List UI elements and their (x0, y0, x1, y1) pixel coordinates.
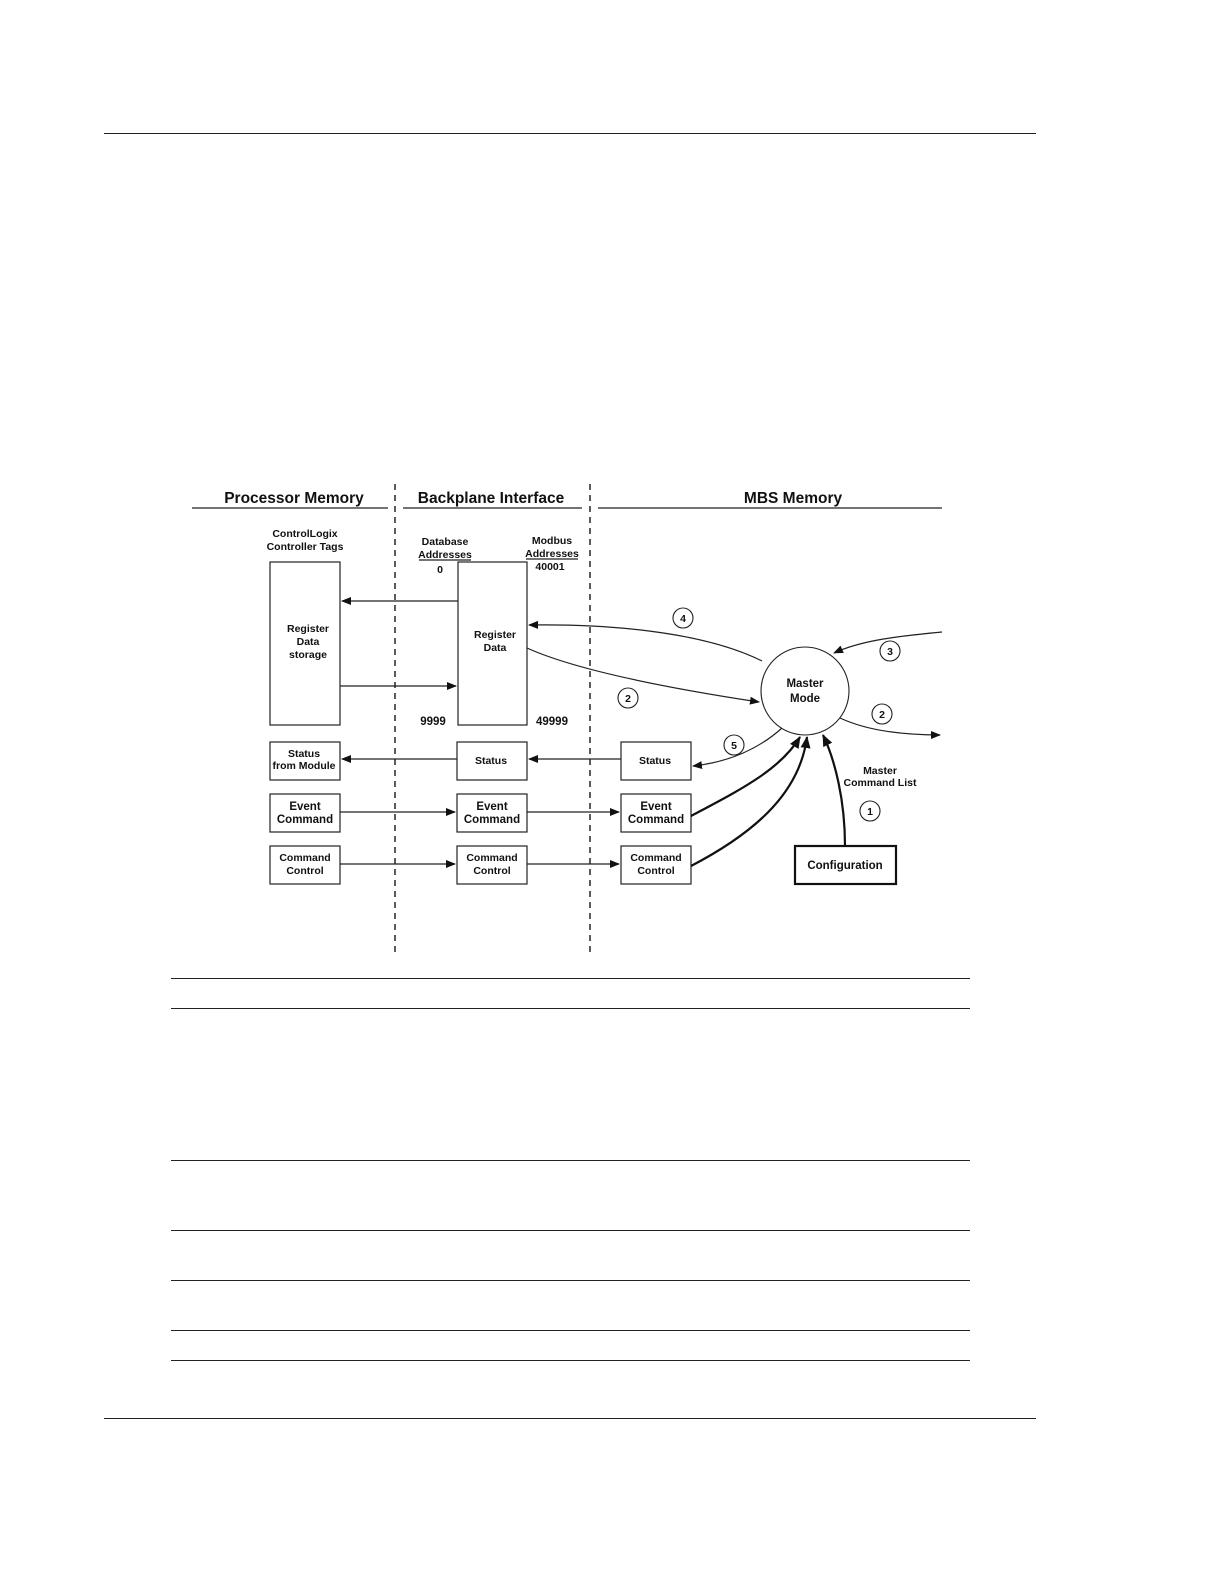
status-mbs-label: Status (638, 755, 672, 767)
event-command-label: Event (476, 801, 508, 813)
command-control-label: Command (279, 852, 331, 864)
event-command-label: Command (276, 814, 334, 826)
register-storage-label: Register (286, 623, 330, 635)
step-number: 1 (867, 806, 873, 818)
register-data-label: Data (483, 642, 507, 654)
modbus-addresses-label: Addresses (525, 548, 579, 560)
command-control-label: Control (637, 865, 675, 877)
status-backplane-label: Status (474, 755, 508, 767)
step-number: 2 (879, 709, 885, 721)
arrow-configuration-to-master (823, 735, 845, 846)
command-control-label: Control (286, 865, 324, 877)
event-command-mbs-box (621, 794, 691, 832)
database-addresses-label: Addresses (418, 549, 472, 561)
register-storage-label: storage (289, 649, 327, 661)
master-command-list-label: Master (863, 765, 897, 777)
command-control-label: Command (630, 852, 682, 864)
event-command-label: Event (640, 801, 672, 813)
arrow-step2-register-to-master (527, 648, 759, 702)
status-from-module-label: from Module (272, 760, 336, 772)
master-mode-circle (761, 647, 849, 735)
database-start-address: 0 (437, 564, 443, 576)
arrow-event-command-to-master (691, 737, 800, 816)
register-storage-label: Data (296, 636, 320, 648)
controller-tags-label: Controller Tags (266, 541, 344, 553)
modbus-end-address: 49999 (536, 716, 568, 728)
database-end-address: 9999 (420, 716, 446, 728)
command-control-label: Control (473, 865, 511, 877)
mbs-memory-header: MBS Memory (743, 490, 843, 507)
modbus-start-address: 40001 (535, 561, 565, 573)
event-command-processor-box (270, 794, 340, 832)
step-number: 5 (731, 740, 737, 752)
status-from-module-label: Status (287, 748, 321, 760)
master-command-list-label: Command List (843, 777, 917, 789)
step-number: 2 (625, 693, 631, 705)
event-command-label: Command (463, 814, 521, 826)
command-control-label: Command (466, 852, 518, 864)
backplane-interface-header: Backplane Interface (417, 490, 565, 507)
arrow-step4-master-to-register (529, 625, 762, 661)
master-mode-label: Master (786, 678, 824, 690)
arrow-command-control-to-master (691, 737, 807, 866)
event-command-label: Command (627, 814, 685, 826)
step-number: 4 (680, 613, 686, 625)
processor-memory-header: Processor Memory (224, 490, 364, 507)
step-number: 3 (887, 646, 893, 658)
database-addresses-label: Database (421, 536, 469, 548)
configuration-label: Configuration (807, 860, 883, 872)
event-command-label: Event (289, 801, 321, 813)
modbus-addresses-label: Modbus (531, 535, 573, 547)
controller-tags-label: ControlLogix (272, 528, 338, 540)
master-mode-label: Mode (789, 693, 821, 705)
event-command-backplane-box (457, 794, 527, 832)
register-data-label: Register (473, 629, 517, 641)
